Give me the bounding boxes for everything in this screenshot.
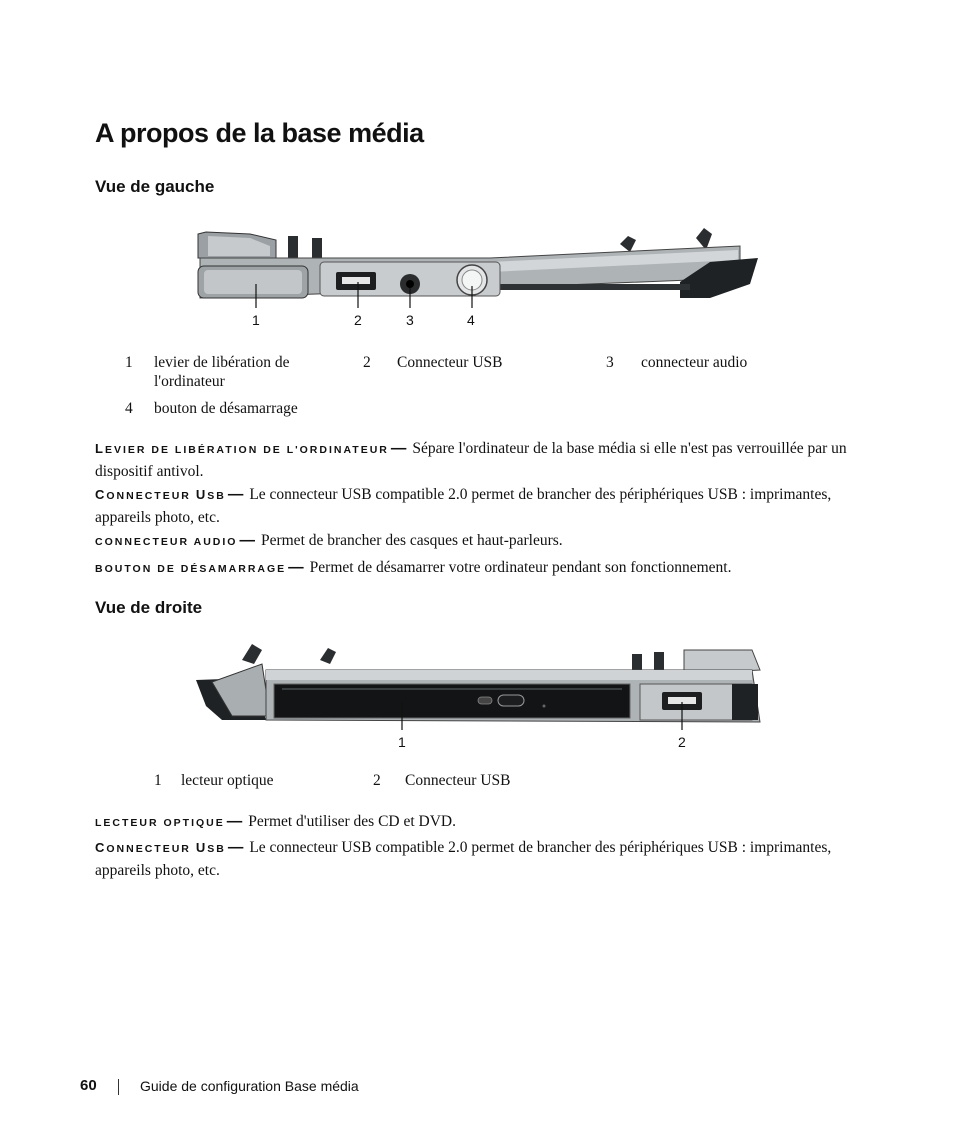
- left-legend-text-4: bouton de désamarrage: [154, 400, 298, 417]
- right-view-heading: Vue de droite: [95, 598, 203, 617]
- page-number: 60: [80, 1077, 97, 1094]
- left-callout-2: 2: [354, 312, 362, 328]
- em-dash: —: [288, 559, 304, 576]
- em-dash: —: [390, 440, 407, 457]
- right-view-illustration: [192, 640, 762, 730]
- left-desc-release-lever: [95, 438, 865, 482]
- left-legend-text-1: levier de libération de l'ordinateur: [154, 354, 290, 390]
- left-legend-text-2: Connecteur USB: [397, 354, 503, 371]
- left-callout-3: 3: [406, 312, 414, 328]
- left-callout-4: 4: [467, 312, 475, 328]
- right-legend-text-1: lecteur optique: [181, 772, 274, 789]
- left-legend-num-4: 4: [125, 400, 133, 417]
- desc-term: LEVIER DE LIBÉRATION DE L'ORDINATEUR: [95, 441, 389, 456]
- right-callout-1: 1: [398, 734, 406, 750]
- desc-text: Permet de désamarrer votre ordinateur pendant son fonctionnement.: [309, 559, 732, 576]
- em-dash: —: [227, 839, 244, 856]
- desc-text: Le connecteur USB compatible 2.0 permet de brancher des périphériques USB : imprimantes, appareils photo, etc.: [95, 839, 832, 879]
- right-callout-2: 2: [678, 734, 686, 750]
- right-legend-num-1: 1: [154, 772, 162, 789]
- desc-text: Permet de brancher des casques et haut-parleurs.: [260, 532, 563, 549]
- right-legend-num-2: 2: [373, 772, 381, 789]
- page-title: A propos de la base média: [95, 118, 424, 148]
- desc-term: LECTEUR OPTIQUE: [95, 817, 225, 829]
- left-legend-num-1: 1: [125, 354, 133, 371]
- footer-separator: [118, 1079, 119, 1095]
- left-legend-text-3: connecteur audio: [641, 354, 748, 371]
- left-view-heading: Vue de gauche: [95, 177, 215, 196]
- left-view-illustration: [190, 228, 770, 308]
- desc-text: Permet d'utiliser des CD et DVD.: [248, 813, 456, 830]
- right-legend-text-2: Connecteur USB: [405, 772, 511, 789]
- right-desc-usb: [95, 837, 865, 881]
- left-desc-usb: [95, 484, 865, 528]
- left-legend-num-3: 3: [606, 354, 614, 371]
- desc-term: CONNECTEUR AUDIO: [95, 536, 238, 548]
- desc-term: CONNECTEUR USB: [95, 840, 226, 855]
- em-dash: —: [226, 813, 243, 830]
- left-callout-1: 1: [252, 312, 260, 328]
- em-dash: —: [227, 486, 244, 503]
- desc-term: CONNECTEUR USB: [95, 487, 226, 502]
- desc-text: Le connecteur USB compatible 2.0 permet de brancher des périphériques USB : imprimantes, appareils photo, etc.: [95, 486, 832, 526]
- desc-term: BOUTON DE DÉSAMARRAGE: [95, 563, 287, 575]
- footer-guide-title: Guide de configuration Base média: [140, 1078, 359, 1094]
- desc-text: Sépare l'ordinateur de la base média si elle n'est pas verrouillée par un dispositif antivol.: [95, 440, 847, 480]
- em-dash: —: [239, 532, 255, 549]
- left-desc-undock: [95, 557, 865, 580]
- left-legend-num-2: 2: [363, 354, 371, 371]
- right-desc-optical: [95, 811, 865, 834]
- left-desc-audio: [95, 530, 865, 553]
